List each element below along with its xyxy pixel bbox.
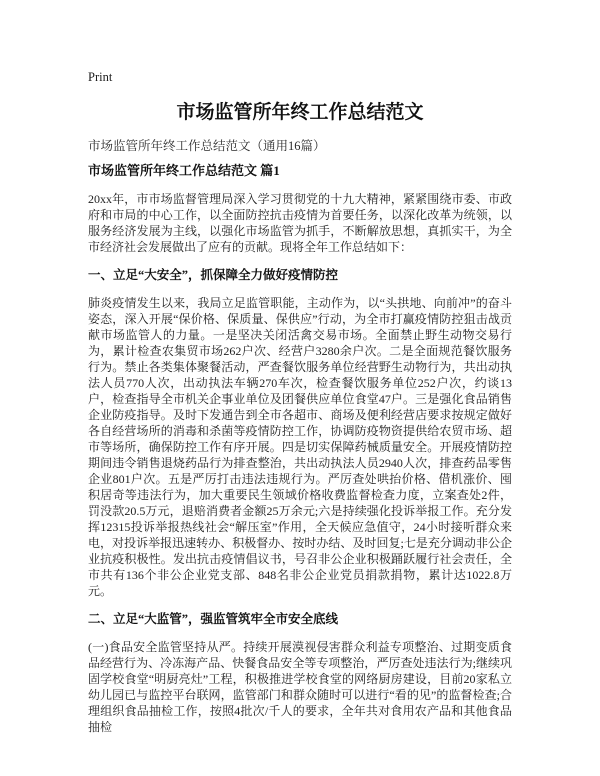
body-heading-1: 一、立足“大安全”，抓保障全力做好疫情防控 — [88, 268, 339, 282]
body-paragraph-1: 肺炎疫情发生以来，我局立足监管职能，主动作为，以“头拱地、向前冲”的奋斗姿态，深入开展“保价格、保质量、保供应”行动，为全市打赢疫情防控狙击战贡献市场监管人的力量。一是坚决关闭活禽交易市场。全面禁止野生动物交易行为，累计检查农集贸市场262户次、经营户3280余户次。二是全面规范餐饮服务行为。禁止各类集体聚餐活动，严查餐饮服务单位经营野生动物行为，共出动执法人员770人次，出动执法车辆270车次，检查餐饮服务单位252户次，约谈13户，检查指导全市机关企事业单位及团餐供应单位食堂47户。三是强化食品销售企业防疫指导。及时下发通告到全市各超市、商场及便利经营店要求按规定做好各自经营场所的消毒和杀菌等疫情防控工作，协调防疫物资提供给农贸市场、超市等场所，确保防控工作有序开展。四是切实保障药械质量安全。开展疫情防控期间违令销售退烧药品行为排查整治，共出动执法人员2940人次，排查药品零售企业801户次。五是严厉打击违法违规行为。严厉查处哄抬价格、借机涨价、囤积居奇等违法行为，加大重要民生领域价格收费监督检查力度，立案查处2件，罚没款20.5万元，退赔消费者金额25万余元;六是持续强化投诉举报工作。充分发挥12315投诉举报热线社会“解压室”作用，全天候应急值守，24小时接听群众来电，对投诉举报迅速转办、积极督办、按时办结、及时回复;七是充分调动非公企业抗疫积极性。发出抗击疫情倡议书，号召非公企业积极踊跃履行社会责任，全市共有136个非公企业党支部、848名非公企业党员捐款捐物，累计达1022.8万元。 — [88, 296, 512, 598]
body-paragraph-2: (一)食品安全监管坚持从严。持续开展漠视侵害群众利益专项整治、过期变质食品经营行为、冷冻海产品、快餐食品安全等专项整治，严厉查处违法行为;继续巩固学校食堂“明厨亮灶”工程，积极推进学校食堂的网络厨房建设，目前20家私立幼儿园已与监控平台联网，监管部门和群众随时可以进行“看的见”的监督检查;合理组织食品抽检工作，按照4批次/千人的要求，全年共对食用农产品和其他食品抽检 — [88, 640, 512, 734]
article-section-heading: 市场监管所年终工作总结范文 篇1 — [88, 163, 280, 178]
page-title: 市场监管所年终工作总结范文 — [176, 102, 424, 123]
intro-paragraph: 20xx年，市市场监督管理局深入学习贯彻党的十九大精神，紧紧围绕市委、市政府和市局的中心工作，以全面防控抗击疫情为首要任务，以深化改革为统领，以服务经济发展为主线，以强化市场监管为抓手，不断解放思想，真抓实干，为全市经济社会发展做出了应有的贡献。现将全年工作总结如下： — [88, 192, 512, 254]
body-heading-2: 二、立足“大监管”，强监管筑牢全市安全底线 — [88, 612, 339, 626]
print-link[interactable]: Print — [88, 70, 113, 84]
document-subtitle: 市场监管所年终工作总结范文（通用16篇） — [88, 139, 326, 153]
